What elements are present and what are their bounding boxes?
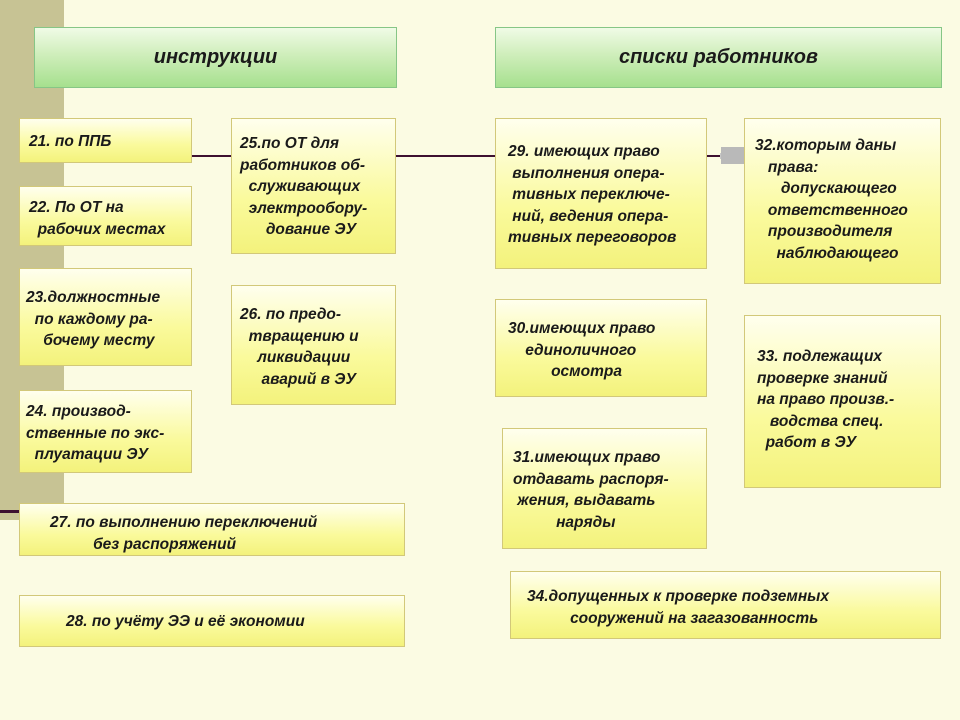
box-21-fire-safety: 21. по ППБ <box>19 118 192 163</box>
box-24-production-instructions: 24. производ- ственные по экс- плуатации ЭУ <box>19 390 192 473</box>
box-29-operational-rights: 29. имеющих право выполнения опера- тивных переключе- ний, ведения опера- тивных переговоров <box>495 118 707 269</box>
box-33-knowledge-check: 33. подлежащих проверке знаний на право произв.- водства спец. работ в ЭУ <box>744 315 941 488</box>
box-23-job-instructions: 23.должностные по каждому ра- бочему месту <box>19 268 192 366</box>
gray-marker <box>721 147 745 164</box>
box-28-energy-accounting: 28. по учёту ЭЭ и её экономии <box>19 595 405 647</box>
box-30-sole-inspection: 30.имеющих право единоличного осмотра <box>495 299 707 397</box>
header-worker-lists: списки работников <box>495 27 942 88</box>
box-32-granted-rights: 32.которым даны права: допускающего ответственного производителя наблюдающего <box>744 118 941 284</box>
box-34-underground-gas: 34.допущенных к проверке подземных сооружений на загазованность <box>510 571 941 639</box>
box-26-accident-prevention: 26. по предо- твращению и ликвидации аварий в ЭУ <box>231 285 396 405</box>
header-instructions: инструкции <box>34 27 397 88</box>
box-31-orders-permits: 31.имеющих право отдавать распоря- жения, выдавать наряды <box>502 428 707 549</box>
box-25-safety-for-staff: 25.по ОТ для работников об- служивающих электрообору- дование ЭУ <box>231 118 396 254</box>
box-27-switching: 27. по выполнению переключений без распоряжений <box>19 503 405 556</box>
box-22-workplace-safety: 22. По ОТ на рабочих местах <box>19 186 192 246</box>
